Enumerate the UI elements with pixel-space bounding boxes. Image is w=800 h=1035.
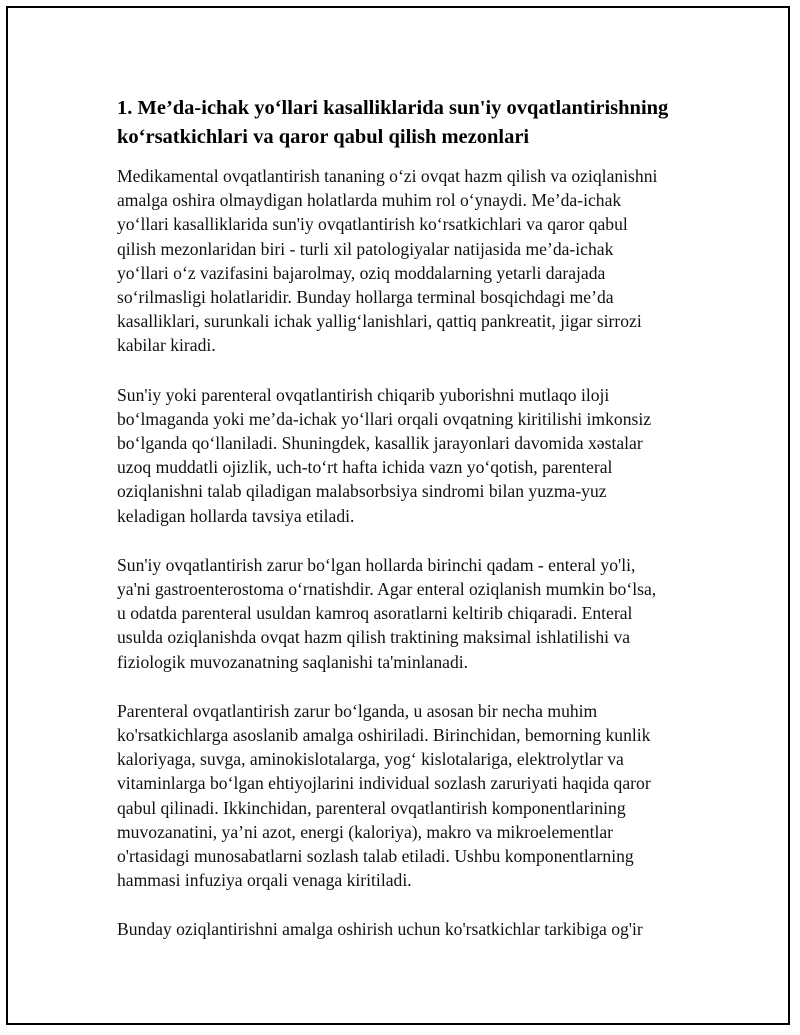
paragraph-line: amalga oshira olmaydigan holatlarda muhim rol o‘ynaydi. Me’da-ichak (117, 190, 622, 211)
paragraph-line: Bunday oziqlantirishni amalga oshirish uchun ko'rsatkichlar tarkibiga og'ir (117, 919, 643, 940)
paragraph-line: o'rtasidagi munosabatlarni sozlash talab etiladi. Ushbu komponentlarning (117, 846, 634, 867)
paragraph-line: ya'ni gastroenterostoma o‘rnatishdir. Agar enteral oziqlanish mumkin bo‘lsa, (117, 579, 657, 600)
section-heading (117, 94, 697, 152)
paragraph-line: u odatda parenteral usuldan kamroq asoratlarni keltirib chiqaradi. Enteral (117, 603, 633, 624)
paragraph-line: fiziologik muvozanatning saqlanishi ta'minlanadi. (117, 651, 469, 672)
paragraph (117, 699, 697, 893)
paragraph-line: kasalliklari, surunkali ichak yallig‘lanishlari, qattiq pankreatit, jigar sirrozi (117, 311, 642, 332)
paragraph-line: Parenteral ovqatlantirish zarur bo‘lganda, u asosan bir necha muhim (117, 700, 598, 721)
paragraph-line: uzoq muddatli ojizlik, uch-to‘rt hafta ichida vazn yo‘qotish, parenteral (117, 457, 613, 478)
paragraph-line: vitaminlarga bo‘lgan ehtiyojlarini individual sozlash zaruriyati haqida qaror (117, 773, 651, 794)
paragraph-line: bo‘lganda qo‘llaniladi. Shuningdek, kasallik jarayonlari davomida xəstalar (117, 433, 643, 454)
paragraph (117, 917, 697, 941)
paragraph-line: oziqlanishni talab qiladigan malabsorbsiya sindromi bilan yuzma-yuz (117, 481, 607, 502)
paragraph-line: keladigan hollarda tavsiya etiladi. (117, 505, 355, 526)
paragraph (117, 383, 697, 528)
paragraph-line: Sun'iy yoki parenteral ovqatlantirish chiqarib yuborishni mutlaqo iloji (117, 384, 610, 405)
paragraph-line: usulda oziqlanishda ovqat hazm qilish traktining maksimal ishlatilishi va (117, 627, 631, 648)
paragraph-line: yo‘llari o‘z vazifasini bajarolmay, oziq moddalarning yetarli darajada (117, 262, 606, 283)
heading-line: ko‘rsatkichlari va qaror qabul qilish mezonlari (117, 126, 530, 148)
paragraph-line: kaloriyaga, suvga, aminokislotalarga, yog‘ kislotalariga, elektrolytlar va (117, 749, 624, 770)
paragraph-line: yo‘llari kasalliklarida sun'iy ovqatlantirish ko‘rsatkichlari va qaror qabul (117, 214, 628, 235)
paragraph-line: muvozanatini, ya’ni azot, energi (kaloriya), makro va mikroelementlar (117, 821, 614, 842)
paragraph-line: so‘rilmasligi holatlaridir. Bunday hollarga terminal bosqichdagi me’da (117, 287, 614, 308)
paragraph-line: qilish mezonlaridan biri - turli xil patologiyalar natijasida me’da-ichak (117, 238, 614, 259)
paragraph-line: qabul qilinadi. Ikkinchidan, parenteral ovqatlantirish komponentlarining (117, 797, 626, 818)
paragraph-line: Medikamental ovqatlantirish tananing o‘zi ovqat hazm qilish va oziqlanishni (117, 166, 658, 186)
heading-line: 1. Me’da-ichak yo‘llari kasalliklarida sun'iy ovqatlantirishning (117, 97, 669, 119)
document-body (117, 94, 697, 967)
paragraph-line: hammasi infuziya orqali venaga kiritiladi. (117, 870, 412, 891)
paragraph-line: kabilar kiradi. (117, 335, 216, 356)
paragraph-line: ko'rsatkichlarga asoslanib amalga oshiriladi. Birinchidan, bemorning kunlik (117, 725, 651, 746)
paragraph-line: Sun'iy ovqatlantirish zarur bo‘lgan hollarda birinchi qadam - enteral yo'li, (117, 554, 636, 575)
paragraph (117, 164, 697, 358)
paragraph (117, 553, 697, 674)
paragraph-line: bo‘lmaganda yoki me’da-ichak yo‘llari orqali ovqatning kiritilishi imkonsiz (117, 408, 652, 429)
